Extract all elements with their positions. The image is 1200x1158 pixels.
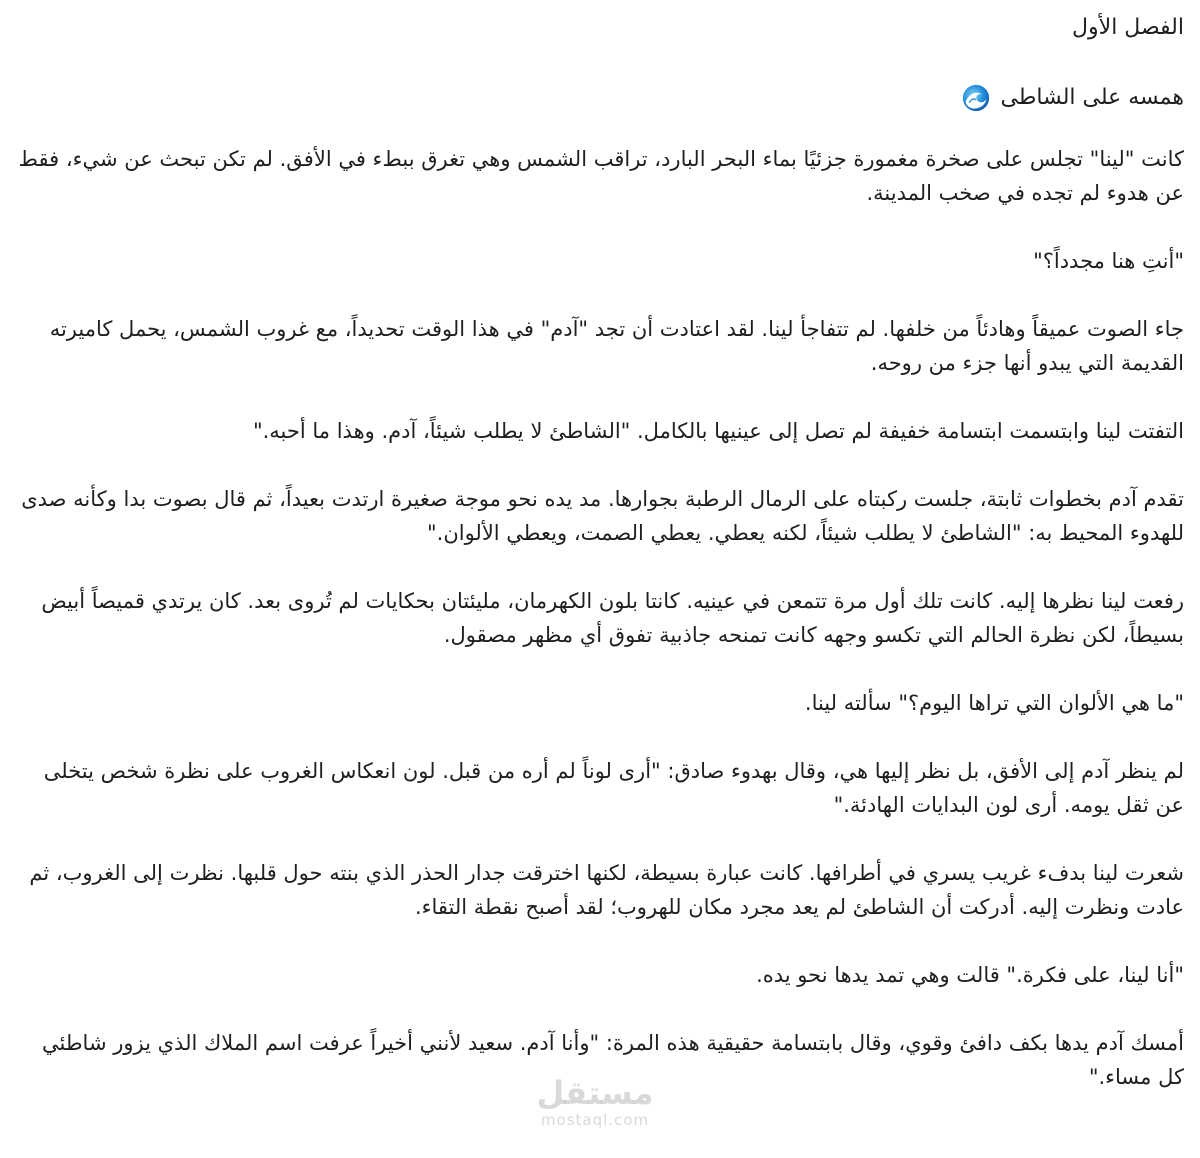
paragraph: التفتت لينا وابتسمت ابتسامة خفيفة لم تصل إلى عينيها بالكامل. "الشاطئ لا يطلب شيئاً، آدم. وهذا ما أحبه." (252, 419, 1184, 443)
paragraph: أمسك آدم يدها بكف دافئ وقوي، وقال بابتسامة حقيقية هذه المرة: "وأنا آدم. سعيد لأنني أخيراً عرفت اسم الملاك الذي يزور شاطئي كل مساء." (42, 1031, 1184, 1089)
paragraph: "أنتِ هنا مجدداً؟" (1033, 249, 1184, 273)
story-title-row (16, 80, 1184, 116)
paragraph: لم ينظر آدم إلى الأفق، بل نظر إليها هي، وقال بهدوء صادق: "أرى لوناً لم أره من قبل. لون انعكاس الغروب على نظرة شخص يتخلى عن ثقل يومه. أرى لون البدايات الهادئة." (43, 759, 1184, 817)
story-body (16, 142, 1184, 1094)
paragraph: جاء الصوت عميقاً وهادئاً من خلفها. لم تتفاجأ لينا. لقد اعتادت أن تجد "آدم" في هذا الوقت تحديداً، مع غروب الشمس، يحمل كاميرته القديمة التي يبدو أنها جزء من روحه. (49, 317, 1184, 375)
story-document (16, 10, 1184, 1128)
wave-icon (961, 83, 991, 113)
paragraph: شعرت لينا بدفء غريب يسري في أطرافها. كانت عبارة بسيطة، لكنها اخترقت جدار الحذر الذي بنته حول قلبها. نظرت إلى الغروب، ثم عادت ونظرت إليه. أدركت أن الشاطئ لم يعد مجرد مكان للهروب؛ لقد أصبح نقطة التقاء. (29, 861, 1184, 919)
chapter-title: الفصل الأول (1072, 15, 1184, 40)
paragraph: كانت "لينا" تجلس على صخرة مغمورة جزئيًا بماء البحر البارد، تراقب الشمس وهي تغرق ببطء في الأفق. لم تكن تبحث عن شيء، فقط عن هدوء لم تجده في صخب المدينة. (18, 147, 1184, 205)
watermark-arabic: مستقل (536, 1074, 654, 1112)
paragraph: رفعت لينا نظرها إليه. كانت تلك أول مرة تتمعن في عينيه. كانتا بلون الكهرمان، مليئتان بحكايات لم تُروى بعد. كان يرتدي قميصاً أبيض بسيطاً، لكن نظرة الحالم التي تكسو وجهه كانت تمنحه جاذبية تفوق أي مظهر مصقول. (41, 589, 1184, 647)
story-title: همسه على الشاطى (1000, 85, 1184, 110)
paragraph: "ما هي الألوان التي تراها اليوم؟" سألته لينا. (804, 691, 1184, 715)
watermark-latin: mostaql.com (540, 1111, 650, 1129)
paragraph: تقدم آدم بخطوات ثابتة، جلست ركبتاه على الرمال الرطبة بجوارها. مد يده نحو موجة صغيرة ارتدت بعيداً، ثم قال بصوت بدا وكأنه صدى للهدوء المحيط به: "الشاطئ لا يطلب شيئاً، لكنه يعطي. يعطي الصمت، ويعطي الألوان." (21, 487, 1184, 545)
paragraph: "أنا لينا، على فكرة." قالت وهي تمد يدها نحو يده. (756, 963, 1184, 987)
